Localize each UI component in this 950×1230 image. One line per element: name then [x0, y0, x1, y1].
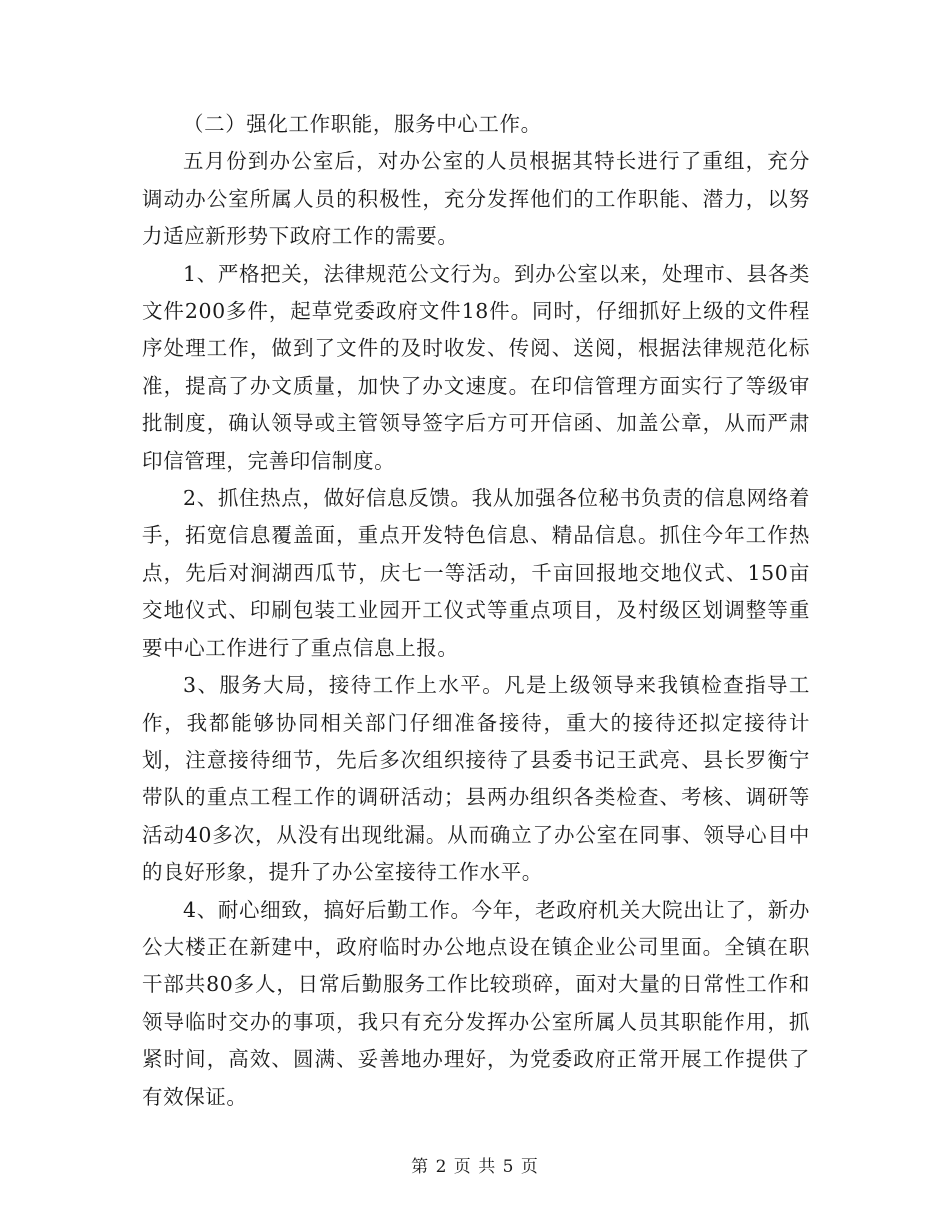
paragraph-item-3: 3、服务大局，接待工作上水平。凡是上级领导来我镇检查指导工作，我都能够协同相关部门仔细准备接待，重大的接待还拟定接待计划，注意接待细节，先后多次组织接待了县委书记王武亮、县长罗衡宁带队的重点工程工作的调研活动；县两办组织各类检查、考核、调研等活动40多次，从没有出现纰漏。从而确立了办公室在同事、领导心目中的良好形象，提升了办公室接待工作水平。 [142, 673, 810, 885]
paragraph-item-2: 2、抓住热点，做好信息反馈。我从加强各位秘书负责的信息网络着手，拓宽信息覆盖面，重点开发特色信息、精品信息。抓住今年工作热点，先后对涧湖西瓜节，庆七一等活动，千亩回报地交地仪式、150亩交地仪式、印刷包装工业园开工仪式等重点项目，及村级区划调整等重要中心工作进行了重点信息上报。 [142, 486, 810, 660]
section-heading: （二）强化工作职能，服务中心工作。 [183, 112, 542, 136]
paragraph-item-4: 4、耐心细致，搞好后勤工作。今年，老政府机关大院出让了，新办公大楼正在新建中，政府临时办公地点设在镇企业公司里面。全镇在职干部共80多人，日常后勤服务工作比较琐碎，面对大量的日常性工作和领导临时交办的事项，我只有充分发挥办公室所属人员其职能作用，抓紧时间，高效、圆满、妥善地办理好，为党委政府正常开展工作提供了有效保证。 [142, 897, 810, 1109]
page-number-footer: 第 2 页 共 5 页 [411, 1157, 539, 1177]
paragraph-intro: 五月份到办公室后，对办公室的人员根据其特长进行了重组，充分调动办公室所属人员的积极性，充分发挥他们的工作职能、潜力，以努力适应新形势下政府工作的需要。 [142, 149, 810, 249]
paragraph-item-1: 1、严格把关，法律规范公文行为。到办公室以来，处理市、县各类文件200多件，起草党委政府文件18件。同时，仔细抓好上级的文件程序处理工作，做到了文件的及时收发、传阅、送阅，根据法律规范化标准，提高了办文质量，加快了办文速度。在印信管理方面实行了等级审批制度，确认领导或主管领导签字后方可开信函、加盖公章，从而严肃印信管理，完善印信制度。 [142, 261, 810, 473]
document-body [142, 106, 810, 1116]
